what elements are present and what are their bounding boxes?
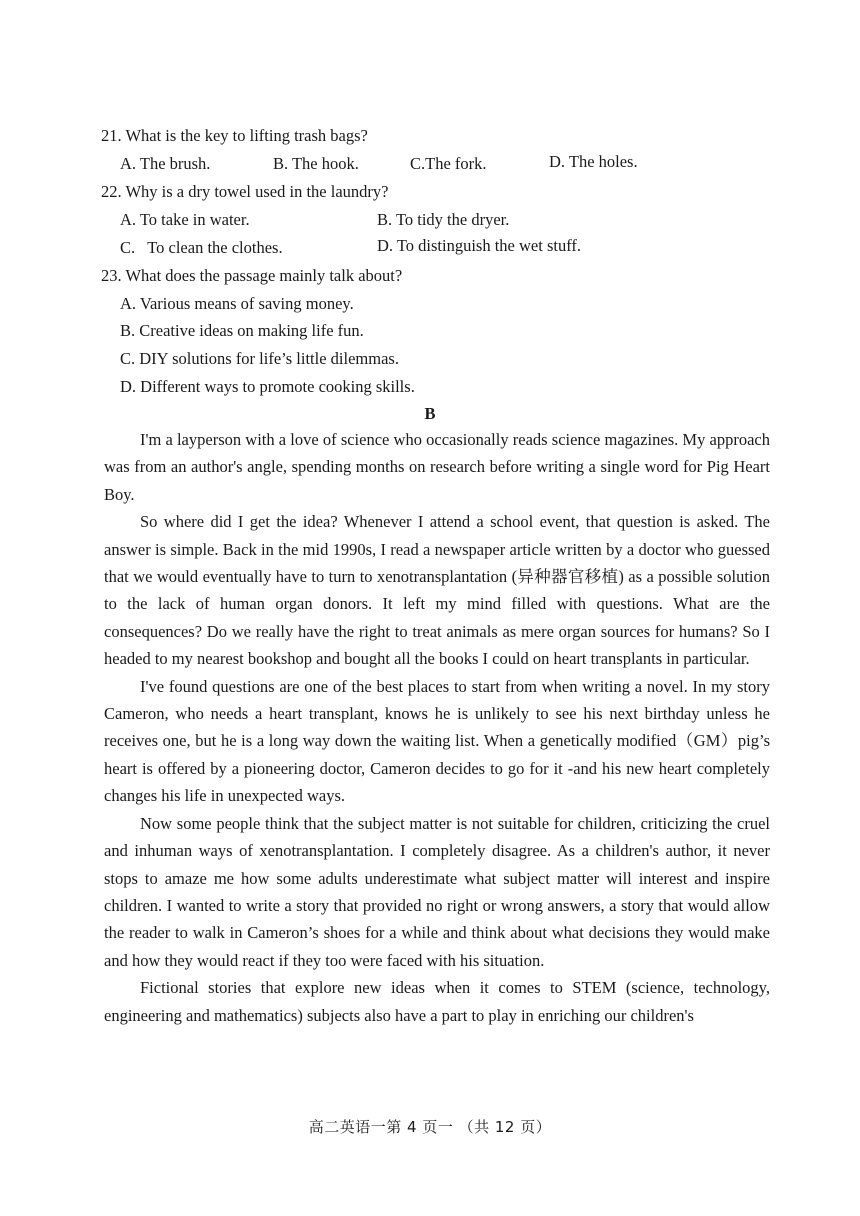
question-22-stem: 22. Why is a dry towel used in the laundry? [101, 182, 389, 201]
question-22-option-d: D. To distinguish the wet stuff. [377, 236, 582, 255]
question-22-option-b: B. To tidy the dryer. [377, 210, 510, 229]
question-21-option-a: A. The brush. [120, 154, 211, 173]
question-21-option-d: D. The holes. [549, 152, 638, 171]
question-21-stem: 21. What is the key to lifting trash bags? [101, 126, 368, 145]
question-23-option-c: C. DIY solutions for life’s little dilemmas. [120, 349, 399, 368]
passage-paragraph-2: So where did I get the idea? Whenever I attend a school event, that question is asked. The answer is simple. Back in the mid 1990s, I read a newspaper article written by a doctor who guessed that we would eventually have to turn to xenotransplantation (异种器官移植) as a possible solution to the lack of human organ donors. It left my mind filled with questions. What are the consequences? Do we really have the right to treat animals as mere organ sources for humans? So I headed to my nearest bookshop and bought all the books I could on heart transplants in particular. [104, 512, 770, 669]
question-23-option-b: B. Creative ideas on making life fun. [120, 321, 364, 340]
page-footer: 高二英语一第 4 页一 （共 12 页） [308, 1118, 552, 1136]
section-b-passage [104, 426, 770, 1029]
section-b-title: B [424, 404, 436, 423]
question-23-stem: 23. What does the passage mainly talk about? [101, 266, 403, 285]
question-21-option-b: B. The hook. [273, 154, 359, 173]
question-21-option-c: C.The fork. [410, 154, 487, 173]
question-23-option-a: A. Various means of saving money. [120, 294, 354, 313]
passage-paragraph-3: I've found questions are one of the best places to start from when writing a novel. In my story Cameron, who needs a heart transplant, knows he is unlikely to see his next birthday unless he receives one, but he is a long way down the waiting list. When a genetically modified（GM）pig’s heart is offered by a pioneering doctor, Cameron decides to go for it -and his new heart completely changes his life in unexpected ways. [104, 676, 770, 806]
passage-paragraph-5: Fictional stories that explore new ideas when it comes to STEM (science, technology, engineering and mathematics) subjects also have a part to play in enriching our children's [104, 978, 770, 1025]
question-23-option-d: D. Different ways to promote cooking skills. [120, 377, 415, 396]
question-22-option-a: A. To take in water. [120, 210, 250, 229]
question-22-option-c: C. To clean the clothes. [120, 238, 283, 257]
passage-paragraph-1: I'm a layperson with a love of science who occasionally reads science magazines. My approach was from an author's angle, spending months on research before writing a single word for Pig Heart Boy. [104, 430, 770, 504]
passage-paragraph-4: Now some people think that the subject matter is not suitable for children, criticizing the cruel and inhuman ways of xenotransplantation. I completely disagree. As a children's author, it never stops to amaze me how some adults underestimate what subject matter will interest and inspire children. I wanted to write a story that provided no right or wrong answers, a story that would allow the reader to walk in Cameron’s shoes for a while and think about what decisions they would make and how they would react if they too were faced with his situation. [104, 813, 770, 970]
